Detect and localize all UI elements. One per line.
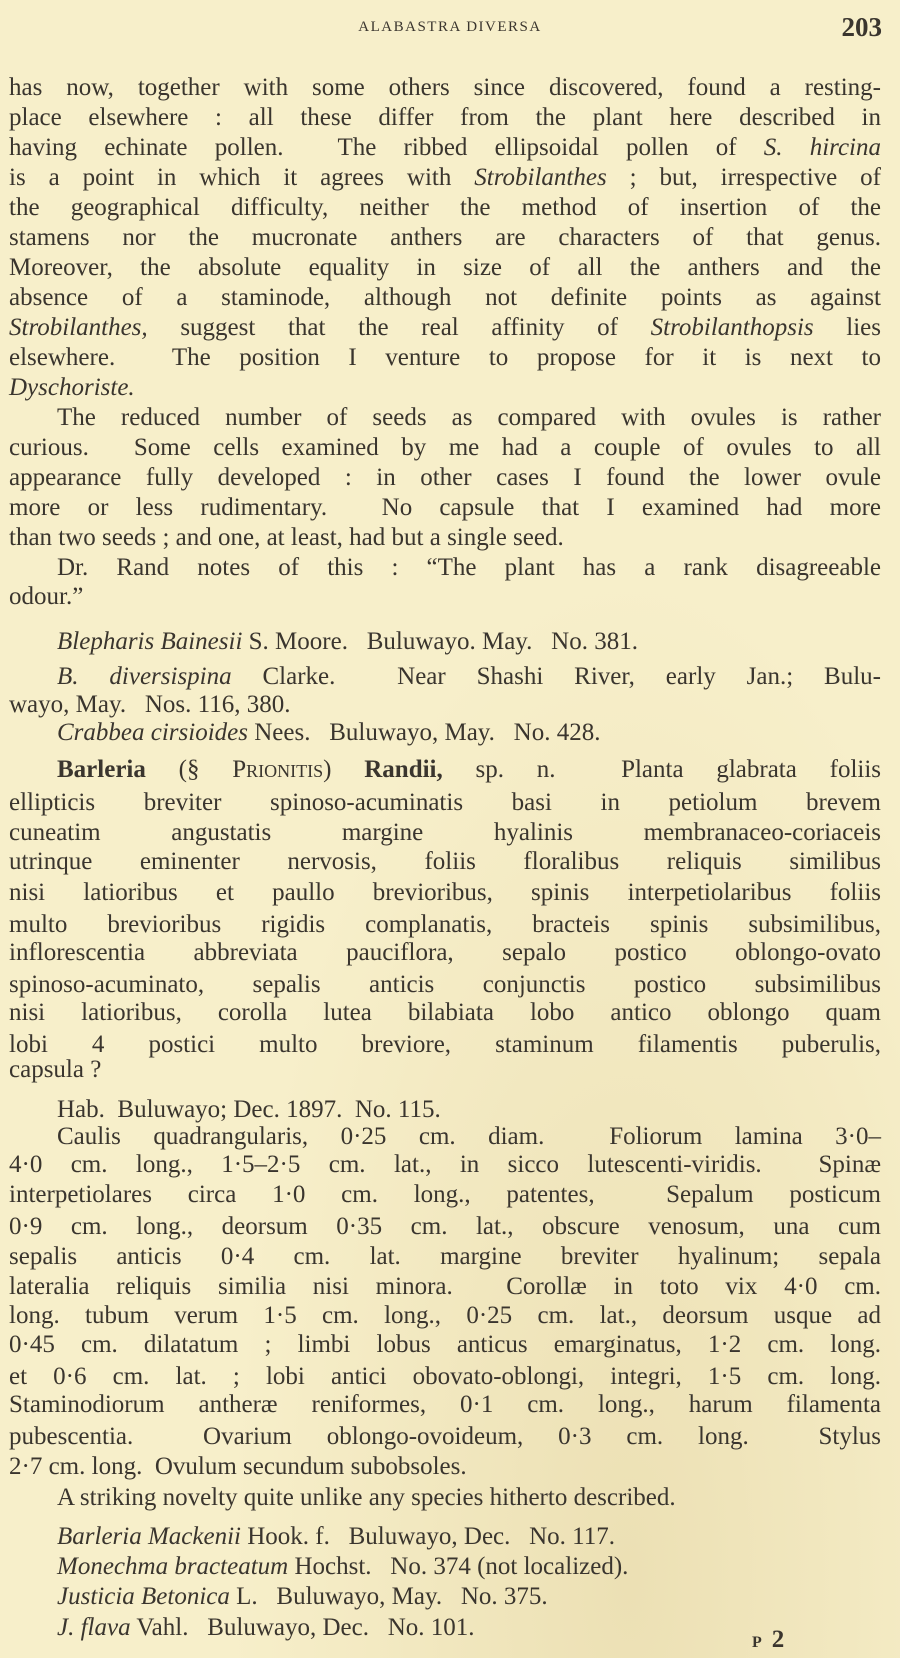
- text-run: spinoso-acuminato, sepalis anticis conjunctis postico subsimilibus: [9, 971, 881, 998]
- text-line: [9, 463, 881, 493]
- text-line: [9, 163, 881, 193]
- text-run: lateralia reliquis similia nisi minora. Corollæ in toto vix 4·0 cm.: [9, 1273, 881, 1300]
- text-run: has now, together with some others since discovered, found a resting-: [9, 74, 881, 101]
- text-run: sp. n. Planta glabrata foliis: [442, 756, 882, 783]
- text-run: curious. Some cells examined by me had a couple of ovules to all: [9, 434, 881, 461]
- text-run: Vahl. Buluwayo, Dec. No. 101.: [130, 1614, 475, 1641]
- text-line: [57, 1095, 881, 1125]
- text-line: [9, 788, 881, 818]
- text-run: nisi latioribus et paullo brevioribus, spinis interpetiolaribus foliis: [9, 879, 881, 906]
- signature-number: 2: [771, 1626, 785, 1653]
- text-run: A striking novelty quite unlike any species hitherto described.: [57, 1484, 676, 1511]
- text-line: [9, 998, 881, 1028]
- text-run: lies: [813, 314, 882, 341]
- text-line: [57, 1122, 881, 1152]
- text-run: interpetiolares circa 1·0 cm. long., patentes, Sepalum posticum: [9, 1181, 881, 1208]
- text-line: [9, 133, 881, 163]
- text-run: ; but, irrespective of: [606, 164, 881, 191]
- text-run: Clarke. Near Shashi River, early Jan.; Bulu-: [231, 663, 881, 690]
- italic-taxon-name: Monechma bracteatum: [57, 1553, 289, 1580]
- text-line: [9, 1242, 881, 1272]
- italic-taxon-name: Dyschoriste.: [9, 374, 135, 401]
- text-line: [9, 1330, 881, 1360]
- text-run: lobi 4 postici multo breviore, staminum filamentis puberulis,: [9, 1031, 881, 1058]
- text-line: [57, 718, 881, 748]
- text-run: cuneatim angustatis margine hyalinis membranaceo-coriaceis: [9, 819, 881, 846]
- text-run: 0·45 cm. dilatatum ; limbi lobus anticus emarginatus, 1·2 cm. long.: [9, 1331, 881, 1358]
- text-run: nisi latioribus, corolla lutea bilabiata lobo antico oblongo quam: [9, 999, 881, 1026]
- italic-taxon-name: Justicia Betonica: [57, 1583, 230, 1610]
- text-run: Caulis quadrangularis, 0·25 cm. diam. Foliorum lamina 3·0–: [57, 1123, 881, 1150]
- bold-taxon-name: Randii,: [364, 756, 443, 783]
- italic-taxon-name: Strobilanthes: [474, 164, 607, 191]
- text-run: ): [323, 756, 365, 783]
- text-run: long. tubum verum 1·5 cm. long., 0·25 cm. lat., deorsum usque ad: [9, 1302, 881, 1329]
- text-line: [9, 690, 881, 720]
- text-line: [9, 818, 881, 848]
- text-run: is a point in which it agrees with: [9, 164, 475, 191]
- text-run: L. Buluwayo, May. No. 375.: [229, 1583, 548, 1610]
- text-line: [9, 1055, 881, 1085]
- text-run: pubescentia. Ovarium oblongo-ovoideum, 0·3 cm. long. Stylus: [9, 1423, 881, 1450]
- text-line: [57, 627, 881, 657]
- text-line: [9, 847, 881, 877]
- text-run: S. Moore. Buluwayo. May. No. 381.: [242, 628, 638, 655]
- text-run: capsula ?: [9, 1056, 102, 1083]
- text-run: wayo, May. Nos. 116, 380.: [9, 691, 291, 718]
- italic-taxon-name: Barleria Mackenii: [57, 1523, 241, 1550]
- text-run: Hook. f. Buluwayo, Dec. No. 117.: [240, 1523, 616, 1550]
- text-run: utrinque eminenter nervosis, foliis floralibus reliquis similibus: [9, 848, 881, 875]
- text-line: [9, 1180, 881, 1210]
- small-caps-section: Prionitis: [232, 756, 324, 783]
- text-line: [9, 1362, 881, 1392]
- signature-letter: P: [752, 1634, 762, 1651]
- italic-taxon-name: B. diversispina: [57, 663, 232, 690]
- text-run: stamens nor the mucronate anthers are characters of that genus.: [9, 224, 881, 251]
- text-run: Moreover, the absolute equality in size of all the anthers and the: [9, 254, 881, 281]
- text-run: Nees. Buluwayo, May. No. 428.: [247, 719, 601, 746]
- text-run: place elsewhere : all these differ from the plant here described in: [9, 104, 881, 131]
- text-line: [57, 662, 881, 692]
- text-line: [9, 1272, 881, 1302]
- text-line: [9, 73, 881, 103]
- text-line: [9, 970, 881, 1000]
- text-run: the geographical difficulty, neither the method of insertion of the: [9, 194, 881, 221]
- text-line: [9, 1301, 881, 1331]
- text-run: more or less rudimentary. No capsule that I examined had more: [9, 494, 881, 521]
- text-line: [9, 433, 881, 463]
- text-line: [57, 1483, 881, 1513]
- text-line: [9, 1452, 881, 1482]
- text-run: inflorescentia abbreviata pauciflora, sepalo postico oblongo-ovato: [9, 939, 881, 966]
- text-line: [9, 283, 881, 313]
- text-run: The reduced number of seeds as compared with ovules is rather: [57, 404, 881, 431]
- text-line: [9, 193, 881, 223]
- text-line: [9, 223, 881, 253]
- text-line: [57, 1582, 881, 1612]
- page-number: 203: [841, 12, 882, 42]
- text-run: than two seeds ; and one, at least, had but a single seed.: [9, 524, 564, 551]
- text-line: [9, 1422, 881, 1452]
- text-run: Dr. Rand notes of this : “The plant has a rank disagreeable: [57, 554, 881, 581]
- text-line: [9, 1390, 881, 1420]
- text-run: absence of a staminode, although not definite points as against: [9, 284, 881, 311]
- text-line: [9, 313, 881, 343]
- text-run: ellipticis breviter spinoso-acuminatis basi in petiolum brevem: [9, 789, 881, 816]
- text-run: appearance fully developed : in other cases I found the lower ovule: [9, 464, 881, 491]
- text-line: [9, 582, 881, 612]
- text-line: [57, 755, 881, 785]
- text-run: multo brevioribus rigidis complanatis, bracteis spinis subsimilibus,: [9, 911, 881, 938]
- text-run: et 0·6 cm. lat. ; lobi antici obovato-oblongi, integri, 1·5 cm. long.: [9, 1363, 881, 1390]
- printer-signature: [752, 1626, 784, 1654]
- italic-taxon-name: Strobilanthopsis: [650, 314, 814, 341]
- text-run: sepalis anticis 0·4 cm. lat. margine breviter hyalinum; sepala: [9, 1243, 881, 1270]
- italic-taxon-name: J. flava: [57, 1614, 131, 1641]
- text-line: [57, 403, 881, 433]
- text-run: (§: [145, 756, 233, 783]
- text-line: [9, 910, 881, 940]
- text-run: suggest that the real affinity of: [147, 314, 651, 341]
- text-run: Hab. Buluwayo; Dec. 1897. No. 115.: [57, 1096, 441, 1123]
- running-title: ALABASTRA DIVERSA: [358, 19, 542, 35]
- text-run: having echinate pollen. The ribbed ellipsoidal pollen of: [9, 134, 764, 161]
- italic-taxon-name: Blepharis Bainesii: [57, 628, 243, 655]
- text-line: [9, 493, 881, 523]
- text-run: Staminodiorum antheræ reniformes, 0·1 cm. long., harum filamenta: [9, 1391, 881, 1418]
- italic-taxon-name: Crabbea cirsioides: [57, 719, 248, 746]
- text-line: [57, 553, 881, 583]
- text-line: [9, 878, 881, 908]
- text-run: 2·7 cm. long. Ovulum secundum subobsoles.: [9, 1453, 467, 1480]
- text-run: elsewhere. The position I venture to propose for it is next to: [9, 344, 881, 371]
- text-line: [57, 1522, 881, 1552]
- text-line: [9, 1150, 881, 1180]
- bold-taxon-name: Barleria: [57, 756, 146, 783]
- italic-taxon-name: Strobilanthes,: [9, 314, 148, 341]
- text-line: [9, 103, 881, 133]
- text-run: 0·9 cm. long., deorsum 0·35 cm. lat., obscure venosum, una cum: [9, 1213, 881, 1240]
- text-line: [9, 373, 881, 403]
- text-line: [9, 343, 881, 373]
- italic-taxon-name: S. hircina: [763, 134, 881, 161]
- text-line: [9, 523, 881, 553]
- text-run: odour.”: [9, 583, 84, 610]
- text-line: [9, 938, 881, 968]
- text-line: [9, 253, 881, 283]
- text-line: [57, 1552, 881, 1582]
- text-line: [9, 1212, 881, 1242]
- text-run: 4·0 cm. long., 1·5–2·5 cm. lat., in sicco lutescenti-viridis. Spinæ: [9, 1151, 881, 1178]
- text-run: Hochst. No. 374 (not localized).: [288, 1553, 629, 1580]
